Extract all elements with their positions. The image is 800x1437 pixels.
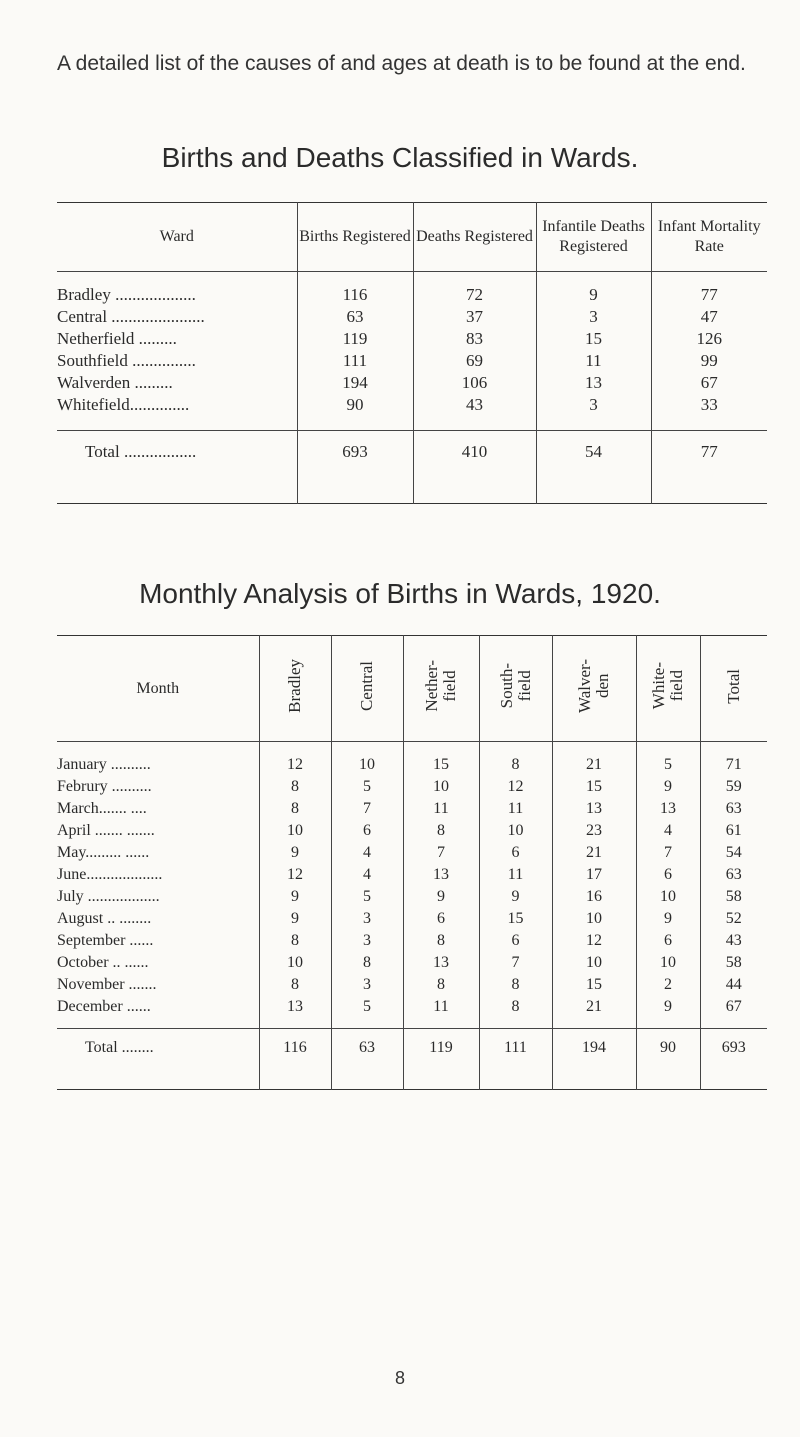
row-label: Netherfield ......... [57,329,177,348]
row-label: January .......... [57,756,151,773]
row-label: September ...... [57,932,154,949]
table-cell: 7 [403,842,479,864]
table-cell: 9 [636,996,700,1029]
column-header-bradley: Bradley [285,659,304,713]
row-label: August .. ........ [57,910,152,927]
table-cell: 99 [651,350,767,372]
row-label: April ....... ....... [57,822,155,839]
table-cell: 9 [636,776,700,798]
table-cell: 10 [636,886,700,908]
table-cell: 8 [259,974,331,996]
page-number: 8 [394,1368,405,1388]
row-label: Februry .......... [57,778,152,795]
table-cell: 90 [297,394,413,431]
table-cell: 8 [331,952,403,974]
column-header-ward: Ward [57,203,297,272]
table-cell: 4 [331,842,403,864]
column-header-walverden: Walver- den [575,659,612,713]
month-row [57,864,767,886]
column-header-infantile-deaths: Infantile Deaths Registered [536,203,651,272]
ward-row [57,328,767,350]
table-cell: 119 [297,328,413,350]
row-label: October .. ...... [57,954,149,971]
table-cell: 9 [259,886,331,908]
table-cell: 6 [636,864,700,886]
row-label: Southfield ............... [57,351,196,370]
table-cell: 3 [536,394,651,431]
column-header-southfield: South- field [496,663,534,709]
ward-row [57,394,767,431]
month-row [57,842,767,864]
row-label: Bradley ................... [57,285,196,304]
table-cell: 67 [700,996,767,1029]
column-header-central: Central [357,660,376,712]
ward-row [57,350,767,372]
row-label: July .................. [57,888,160,905]
total-label: Total ................. [57,431,297,504]
table-cell: 11 [479,798,552,820]
table-cell: 54 [700,842,767,864]
table-cell: 126 [651,328,767,350]
table-cell: 52 [700,908,767,930]
table-cell: 5 [331,886,403,908]
table-cell: 15 [552,776,636,798]
column-header-netherfield: Nether- field [422,660,459,712]
table-cell: 15 [403,742,479,777]
table-cell: 72 [413,272,536,307]
table-cell: 63 [700,798,767,820]
table-cell: 44 [700,974,767,996]
row-label: March....... .... [57,800,147,817]
wards-total-row [57,431,767,504]
table-cell: 13 [552,798,636,820]
total-cell: 111 [479,1029,552,1090]
wards-table-title: Births and Deaths Classified in Wards. [161,142,639,173]
wards-table [57,202,767,504]
table-cell: 8 [403,930,479,952]
table-cell: 8 [403,974,479,996]
month-row [57,930,767,952]
table-cell: 8 [259,930,331,952]
month-row [57,952,767,974]
total-cell: 54 [536,431,651,504]
month-row [57,820,767,842]
table-cell: 63 [700,864,767,886]
table-cell: 17 [552,864,636,886]
table-cell: 12 [259,742,331,777]
table-cell: 16 [552,886,636,908]
table-cell: 10 [259,952,331,974]
table-cell: 9 [403,886,479,908]
table-cell: 6 [636,930,700,952]
row-label: Walverden ......... [57,373,173,392]
column-header-whitefield: White- field [649,662,686,710]
column-header-infant-mortality: Infant Mortality Rate [651,203,767,272]
total-cell: 119 [403,1029,479,1090]
month-row [57,974,767,996]
table-cell: 106 [413,372,536,394]
table-cell: 3 [331,974,403,996]
month-row [57,996,767,1029]
table-cell: 116 [297,272,413,307]
table-cell: 13 [403,952,479,974]
table-cell: 61 [700,820,767,842]
table-cell: 7 [479,952,552,974]
month-row [57,886,767,908]
table-cell: 10 [403,776,479,798]
table-cell: 69 [413,350,536,372]
table-cell: 4 [636,820,700,842]
table-cell: 3 [331,908,403,930]
table-cell: 10 [479,820,552,842]
table-cell: 37 [413,306,536,328]
table-cell: 8 [259,776,331,798]
monthly-table-header-row [57,636,767,742]
table-cell: 15 [536,328,651,350]
table-cell: 5 [331,776,403,798]
table-cell: 6 [331,820,403,842]
column-header-births: Births Registered [297,203,413,272]
total-cell: 116 [259,1029,331,1090]
table-cell: 8 [479,996,552,1029]
total-cell: 90 [636,1029,700,1090]
table-cell: 111 [297,350,413,372]
monthly-total-row [57,1029,767,1090]
row-label: November ....... [57,976,157,993]
table-cell: 11 [403,798,479,820]
table-cell: 13 [259,996,331,1029]
intro-paragraph: A detailed list of the causes of and ages at death is to be found at the end. [57,52,746,75]
table-cell: 11 [403,996,479,1029]
table-cell: 3 [536,306,651,328]
row-label: June................... [57,866,163,883]
table-cell: 4 [331,864,403,886]
total-cell: 693 [700,1029,767,1090]
table-cell: 71 [700,742,767,777]
total-label: Total ........ [57,1029,259,1090]
table-cell: 7 [331,798,403,820]
table-cell: 77 [651,272,767,307]
table-cell: 194 [297,372,413,394]
ward-row [57,372,767,394]
table-cell: 21 [552,742,636,777]
total-cell: 63 [331,1029,403,1090]
table-cell: 10 [331,742,403,777]
wards-table-header-row [57,203,767,272]
row-label: Central ...................... [57,307,205,326]
table-cell: 43 [413,394,536,431]
total-cell: 77 [651,431,767,504]
table-cell: 6 [479,930,552,952]
total-cell: 410 [413,431,536,504]
table-cell: 8 [479,974,552,996]
ward-row [57,272,767,307]
table-cell: 3 [331,930,403,952]
table-cell: 8 [403,820,479,842]
table-cell: 10 [636,952,700,974]
table-cell: 23 [552,820,636,842]
total-cell: 194 [552,1029,636,1090]
table-cell: 58 [700,952,767,974]
table-cell: 8 [259,798,331,820]
table-cell: 43 [700,930,767,952]
table-cell: 10 [552,908,636,930]
table-cell: 8 [479,742,552,777]
table-cell: 5 [636,742,700,777]
table-cell: 83 [413,328,536,350]
table-cell: 10 [259,820,331,842]
table-cell: 13 [536,372,651,394]
table-cell: 9 [259,908,331,930]
row-label: May......... ...... [57,844,150,861]
column-header-total: Total [723,668,743,704]
table-cell: 9 [636,908,700,930]
table-cell: 9 [479,886,552,908]
table-cell: 7 [636,842,700,864]
table-cell: 58 [700,886,767,908]
table-cell: 67 [651,372,767,394]
column-header-month: Month [57,636,259,742]
table-cell: 6 [403,908,479,930]
table-cell: 11 [479,864,552,886]
table-cell: 11 [536,350,651,372]
table-cell: 6 [479,842,552,864]
table-cell: 9 [536,272,651,307]
row-label: Whitefield.............. [57,395,190,414]
table-cell: 12 [552,930,636,952]
table-cell: 13 [636,798,700,820]
monthly-table-title: Monthly Analysis of Births in Wards, 1920. [139,578,661,609]
table-cell: 47 [651,306,767,328]
ward-row [57,306,767,328]
monthly-births-table [57,635,767,1090]
table-cell: 13 [403,864,479,886]
table-cell: 2 [636,974,700,996]
total-cell: 693 [297,431,413,504]
month-row [57,798,767,820]
column-header-deaths: Deaths Registered [413,203,536,272]
table-cell: 33 [651,394,767,431]
table-cell: 12 [479,776,552,798]
table-cell: 5 [331,996,403,1029]
month-row [57,742,767,777]
table-cell: 9 [259,842,331,864]
month-row [57,908,767,930]
table-cell: 12 [259,864,331,886]
table-cell: 21 [552,842,636,864]
month-row [57,776,767,798]
table-cell: 15 [479,908,552,930]
table-cell: 63 [297,306,413,328]
table-cell: 10 [552,952,636,974]
table-cell: 21 [552,996,636,1029]
table-cell: 15 [552,974,636,996]
table-cell: 59 [700,776,767,798]
row-label: December ...... [57,998,151,1015]
